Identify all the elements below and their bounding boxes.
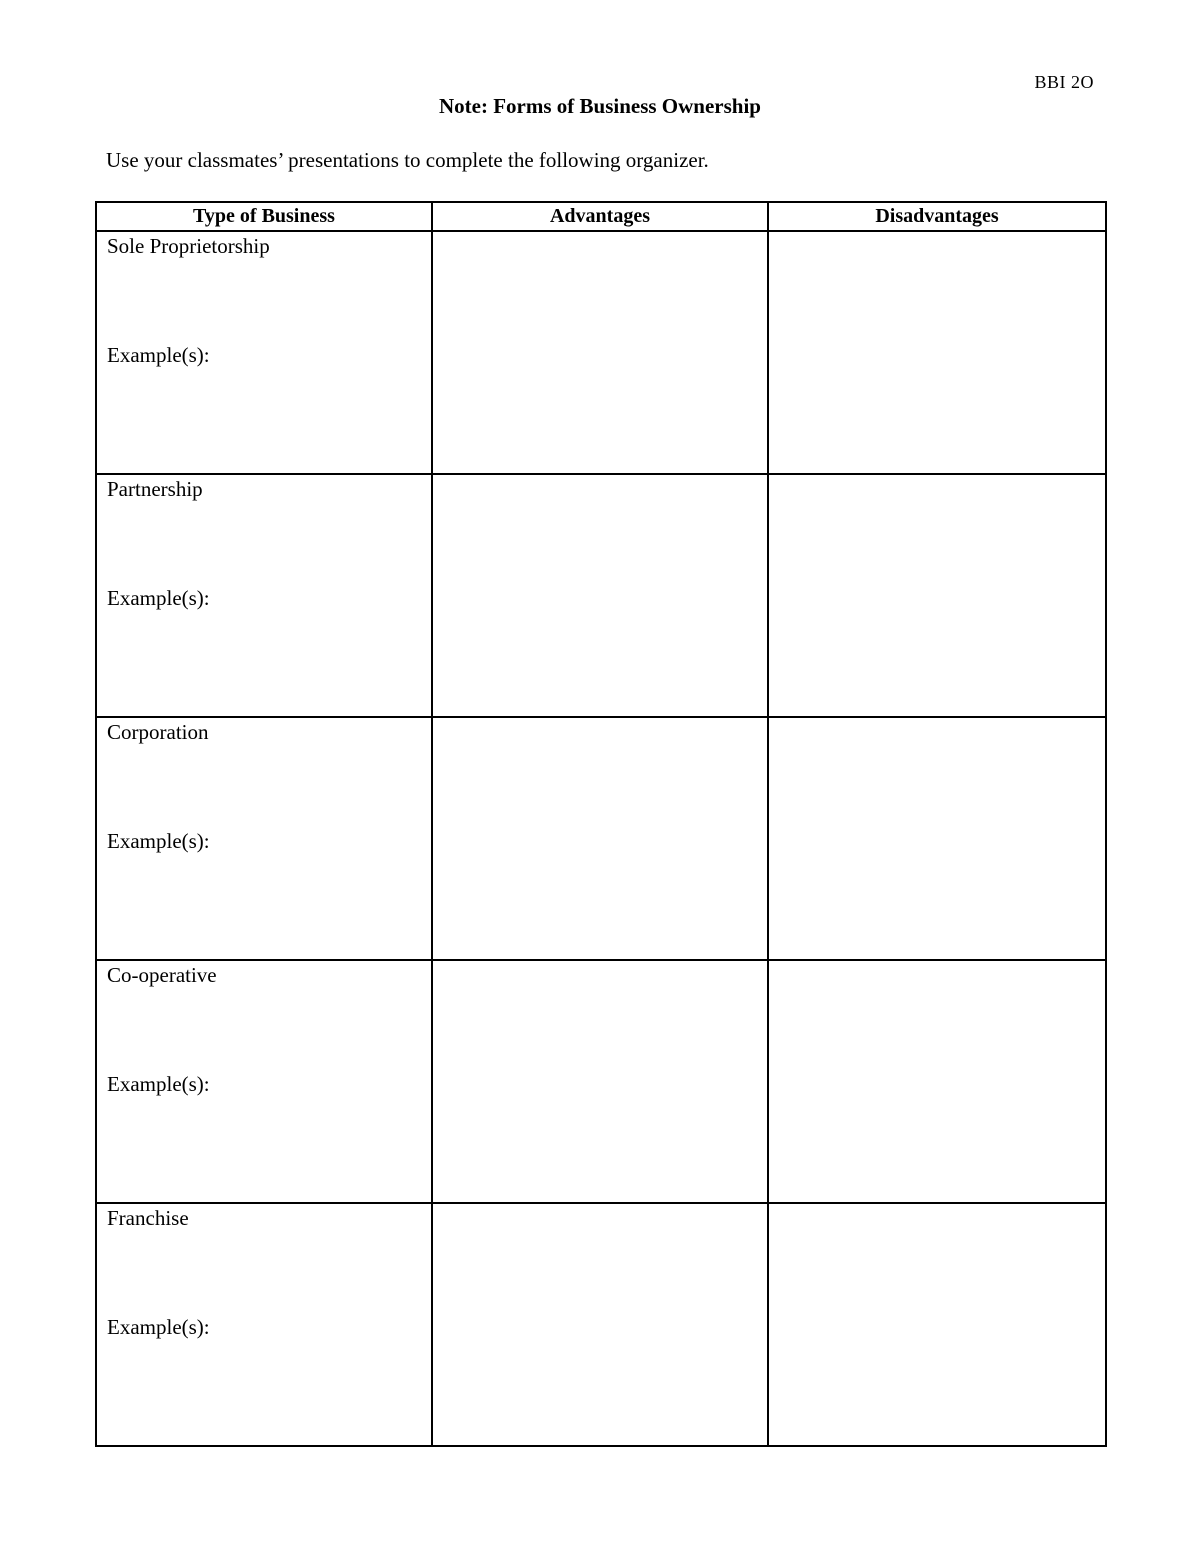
course-code: BBI 2O [1034,72,1094,92]
instructions-text: Use your classmates’ presentations to complete the following organizer. [106,148,709,172]
business-type-label: Co-operative [107,963,217,987]
type-cell [96,960,432,1203]
column-header-disadvantages: Disadvantages [768,202,1106,231]
table-row [96,231,1106,474]
type-cell [96,474,432,717]
disadvantages-cell[interactable] [768,960,1106,1203]
example-label: Example(s): [107,586,210,610]
disadvantages-cell[interactable] [768,717,1106,960]
advantages-cell[interactable] [432,717,768,960]
advantages-cell[interactable] [432,231,768,474]
disadvantages-cell[interactable] [768,1203,1106,1446]
business-type-label: Franchise [107,1206,189,1230]
type-cell [96,717,432,960]
table-header-row [96,202,1106,231]
table-row [96,717,1106,960]
column-header-advantages: Advantages [432,202,768,231]
advantages-cell[interactable] [432,960,768,1203]
table-row [96,1203,1106,1446]
page-title: Note: Forms of Business Ownership [438,94,761,118]
business-ownership-organizer-table [95,201,1107,1447]
column-header-type: Type of Business [96,202,432,231]
table-row [96,960,1106,1203]
example-label: Example(s): [107,1072,210,1096]
advantages-cell[interactable] [432,1203,768,1446]
table-row [96,474,1106,717]
disadvantages-cell[interactable] [768,474,1106,717]
business-type-label: Corporation [107,720,209,744]
type-cell [96,231,432,474]
example-label: Example(s): [107,1315,210,1339]
disadvantages-cell[interactable] [768,231,1106,474]
advantages-cell[interactable] [432,474,768,717]
business-type-label: Partnership [107,477,203,501]
example-label: Example(s): [107,829,210,853]
example-label: Example(s): [107,343,210,367]
business-type-label: Sole Proprietorship [107,234,270,258]
type-cell [96,1203,432,1446]
